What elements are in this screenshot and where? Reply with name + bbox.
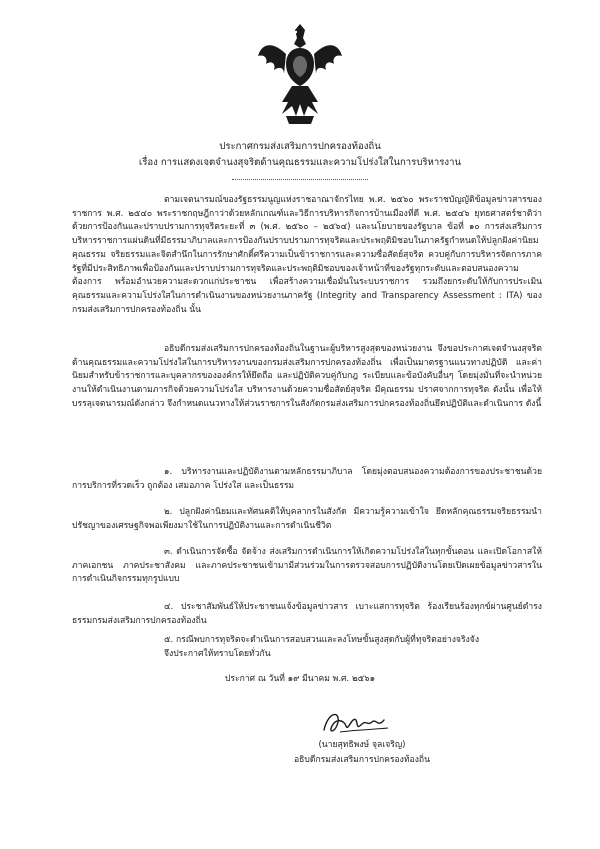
document-title: ประกาศกรมส่งเสริมการปกครองท้องถิ่น (219, 141, 381, 152)
paragraph-preamble: ตามเจตนารมณ์ของรัฐธรรมนูญแห่งราชอาณาจักรไทย พ.ศ. ๒๕๖๐ พระราชบัญญัติข้อมูลข่าวสารของราชการ พ.ศ. ๒๕๔๐ พระราชกฤษฎีกาว่าด้วยหลักเกณฑ์และวิธีการบริหารกิจการบ้านเมืองที่ดี พ.ศ. ๒๕๔๖ ยุทธศาสตร์ชาติว่าด้วยการป้องกันและปราบปรามการทุจริตระยะที่ ๓ (พ.ศ. ๒๕๖๐ – ๒๕๖๔) และนโยบายของรัฐบาล ข้อที่ ๑๐ การส่งเสริมการบริหารราชการแผ่นดินที่มีธรรมาภิบาลและการป้องกันปราบปรามการทุจริตและประพฤติมิชอบในภาครัฐกำหนดให้ปลูกฝังค่านิยมคุณธรรม จริยธรรมและจิตสำนึกในการรักษาศักดิ์ศรีความเป็นข้าราชการและความซื่อสัตย์สุจริต ควบคู่กับการบริหารจัดการภาครัฐที่มีประสิทธิภาพเพื่อป้องกันและปราบปรามการทุจริตและประพฤติมิชอบของเจ้าหน้าที่ของรัฐทุกระดับและตอบสนองความต้องการ พร้อมอำนวยความสะดวกแก่ประชาชน เพื่อสร้างความเชื่อมั่นในระบบราชการ รวมถึงยกระดับให้กับการประเมินคุณธรรมและความโปร่งใสในการดำเนินงานของหน่วยงานภาครัฐ (Integrity and Transparency Assessment : ITA) ของกรมส่งเสริมการปกครองท้องถิ่น นั้น (72, 195, 542, 315)
signer-name: (นายสุทธิพงษ์ จุลเจริญ) (318, 740, 406, 750)
list-item: ๕. กรณีพบการทุจริตจะดำเนินการสอบสวนและลงโทษขั้นสูงสุดกับผู้ที่ทุจริตอย่างจริงจัง (164, 635, 480, 645)
list-item: ๔. ประชาสัมพันธ์ให้ประชาชนแจ้งข้อมูลข่าวสาร เบาะแสการทุจริต ร้องเรียนร้องทุกข์ผ่านศูนย์ดำรงธรรมกรมส่งเสริมการปกครองท้องถิ่น (72, 602, 542, 626)
list-item: ๓. ดำเนินการจัดซื้อ จัดจ้าง ส่งเสริมการดำเนินการให้เกิดความโปร่งใสในทุกขั้นตอน และเปิดโอกาสให้ภาคเอกชน ภาคประชาสังคม และภาคประชาชนเข้ามามีส่วนร่วมในการตรวจสอบการปฏิบัติงานโดยเปิดเผยข้อมูลข่าวสารในการดำเนินกิจกรรมทุกรูปแบบ (72, 547, 542, 585)
list-item: ๒. ปลูกฝังค่านิยมและทัศนคติให้บุคลากรในสังกัด มีความรู้ความเข้าใจ ยึดหลักคุณธรรมจริยธรรมนำปรัชญาของเศรษฐกิจพอเพียงมาใช้ในการปฏิบัติงานและการดำเนินชีวิต (72, 507, 542, 531)
closing-statement: จึงประกาศให้ทราบโดยทั่วกัน (164, 649, 271, 659)
garuda-emblem-icon (256, 20, 344, 128)
handwritten-signature-icon (318, 706, 392, 740)
announcement-date: ประกาศ ณ วันที่ ๑๙ มีนาคม พ.ศ. ๒๕๖๑ (224, 674, 376, 684)
title-divider (232, 179, 368, 180)
list-item: ๑. บริหารงานและปฏิบัติงานตามหลักธรรมาภิบาล โดยมุ่งตอบสนองความต้องการของประชาชนด้วยการบริการที่รวดเร็ว ถูกต้อง เสมอภาค โปร่งใส และเป็นธรรม (72, 467, 542, 491)
signer-position: อธิบดีกรมส่งเสริมการปกครองท้องถิ่น (294, 755, 430, 765)
paragraph-declaration: อธิบดีกรมส่งเสริมการปกครองท้องถิ่นในฐานะผู้บริหารสูงสุดของหน่วยงาน จึงขอประกาศเจตจำนงสุจริตด้านคุณธรรมและความโปร่งใสในการบริหารงานของกรมส่งเสริมการปกครองท้องถิ่น เพื่อเป็นมาตรฐานแนวทางปฏิบัติ และค่านิยมสำหรับข้าราชการและบุคลากรขององค์กรให้ยึดถือ และปฏิบัติควบคู่กับกฎ ระเบียบและข้อบังคับอื่นๆ โดยมุ่งมั่นที่จะนำหน่วยงานให้ดำเนินงานตามภารกิจด้วยความโปร่งใส บริหารงานด้วยความซื่อสัตย์สุจริต มีคุณธรรม ปราศจากการทุจริต ดังนั้น เพื่อให้บรรลุเจตนารมณ์ดังกล่าว จึงกำหนดแนวทางให้ส่วนราชการในสังกัดกรมส่งเสริมการปกครองท้องถิ่นยึดปฏิบัติและดำเนินการ ดังนี้ (72, 344, 542, 409)
document-subject: เรื่อง การแสดงเจตจำนงสุจริตด้านคุณธรรมและความโปร่งใสในการบริหารงาน (138, 157, 462, 168)
